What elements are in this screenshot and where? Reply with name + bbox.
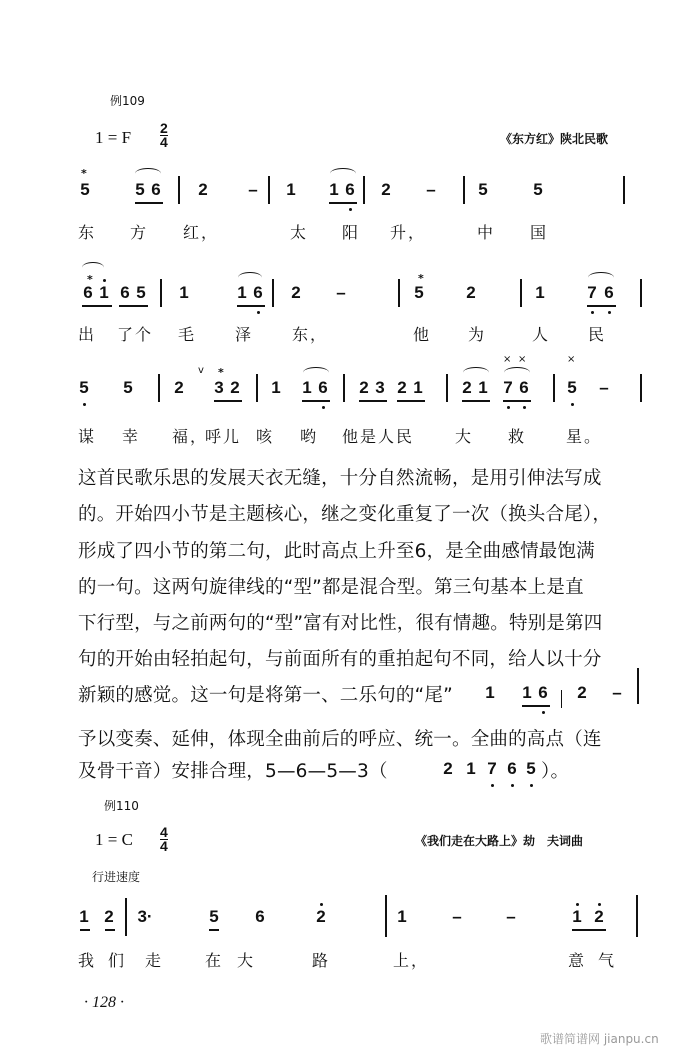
note: 1 xyxy=(99,283,109,302)
time-signature xyxy=(160,826,168,853)
note: 2 xyxy=(174,378,184,397)
low-octave-dot xyxy=(542,711,545,714)
underline xyxy=(237,305,265,307)
lyric: 阳 xyxy=(342,223,361,242)
paragraph-line: ）。 xyxy=(541,761,570,782)
barline xyxy=(178,176,180,204)
note: 5 xyxy=(526,759,536,778)
underline xyxy=(329,202,357,204)
note: 2 xyxy=(359,378,369,397)
low-octave-dot xyxy=(530,784,533,787)
low-octave-dot xyxy=(591,311,594,314)
note: 5 xyxy=(79,378,89,397)
song-title: 《东方红》陕北民歌 xyxy=(500,132,609,146)
note: 2 xyxy=(443,759,453,778)
note: 2 xyxy=(397,378,407,397)
lyric: 星。 xyxy=(566,427,603,446)
note: 1 xyxy=(329,180,339,199)
note: 7 xyxy=(503,378,513,397)
note: 6 xyxy=(253,283,263,302)
barline xyxy=(363,176,365,204)
key-signature: 1 = C xyxy=(95,830,133,849)
lyric: 方 xyxy=(130,223,149,242)
low-octave-dot xyxy=(349,208,352,211)
underline xyxy=(105,929,115,931)
low-octave-dot xyxy=(608,311,611,314)
barline xyxy=(446,374,448,402)
key-signature: 1 = F xyxy=(95,128,132,147)
low-octave-dot xyxy=(507,406,510,409)
note: 5 xyxy=(478,180,488,199)
lyric: 出 xyxy=(78,325,97,344)
note: 6 xyxy=(604,283,614,302)
low-octave-dot xyxy=(523,406,526,409)
note: 5 xyxy=(414,283,424,302)
paragraph-line: 形成了四小节的第二句，此时高点上升至6，是全曲感情最饱满 xyxy=(78,541,595,562)
slur xyxy=(82,262,104,273)
note: 6 xyxy=(538,683,548,702)
paragraph-line: 予以变奏、延伸，体现全曲前后的呼应、统一。全曲的高点（连 xyxy=(78,729,602,750)
note: 2 xyxy=(291,283,301,302)
note: 5 xyxy=(533,180,543,199)
underline xyxy=(119,305,148,307)
underline xyxy=(302,400,330,402)
paragraph-line: 及骨干音）安排合理，5—6—5—3（ xyxy=(78,761,388,782)
paragraph-line: 新颖的感觉。这一句是将第一、二乐句的“尾” xyxy=(78,685,453,706)
breath-mark: v xyxy=(198,365,204,376)
barline xyxy=(553,374,555,402)
underline xyxy=(214,400,242,402)
tempo-marking: 行进速度 xyxy=(92,870,141,884)
note: 6 xyxy=(507,759,517,778)
barline xyxy=(125,898,127,936)
low-octave-dot xyxy=(571,403,574,406)
paragraph-line: 这首民歌乐思的发展天衣无缝，十分自然流畅，是用引伸法写成 xyxy=(78,468,602,489)
note: 2 xyxy=(462,378,472,397)
note: 3 xyxy=(214,378,224,397)
ts-den: 4 xyxy=(160,134,168,150)
low-octave-dot xyxy=(511,784,514,787)
lyric: 呼儿 xyxy=(205,427,242,446)
note: 1 xyxy=(413,378,423,397)
note: 1 xyxy=(79,907,89,926)
lyric: 幸 xyxy=(122,427,141,446)
example-label: 例109 xyxy=(110,94,145,108)
lyric: 们 xyxy=(108,951,127,970)
high-octave-dot xyxy=(598,903,601,906)
note: 6 xyxy=(318,378,328,397)
note: – xyxy=(248,180,258,199)
example-label: 例110 xyxy=(104,799,139,813)
barline xyxy=(640,279,642,307)
note: 5 xyxy=(209,907,219,926)
underline xyxy=(135,202,163,204)
high-octave-dot xyxy=(103,279,106,282)
note: 6 xyxy=(255,907,265,926)
barline xyxy=(561,690,562,708)
underline xyxy=(209,929,219,931)
note: 1 xyxy=(397,907,407,926)
page-number: · 128 · xyxy=(84,994,124,1011)
note: 1 xyxy=(302,378,312,397)
lyric: 民 xyxy=(588,325,607,344)
note: 1 xyxy=(522,683,532,702)
slur xyxy=(330,168,356,179)
lyric: 东， xyxy=(292,325,329,344)
note: 1 xyxy=(478,378,488,397)
lyric: 为 xyxy=(468,325,487,344)
lyric: 我 xyxy=(78,951,97,970)
lyric: 人 xyxy=(532,325,551,344)
paragraph-line: 的一句。这两句旋律线的“型”都是混合型。第三句基本上是直 xyxy=(78,577,584,598)
underline xyxy=(397,400,425,402)
lyric: 路 xyxy=(312,951,331,970)
underline xyxy=(462,400,490,402)
underline xyxy=(503,400,531,402)
barline xyxy=(158,374,160,402)
lyric: 福， xyxy=(172,427,209,446)
barline xyxy=(256,374,258,402)
note: 7 xyxy=(587,283,597,302)
note: – xyxy=(599,378,609,397)
note: – xyxy=(452,907,462,926)
cross-mark: × xyxy=(503,354,512,365)
note: 1 xyxy=(485,683,495,702)
note: – xyxy=(612,683,622,702)
lyric: 气 xyxy=(598,951,617,970)
lyric: 大 xyxy=(455,427,474,446)
barline xyxy=(160,279,162,307)
note: 2 xyxy=(466,283,476,302)
ts-num: 4 xyxy=(160,824,168,840)
lyric: 哟 xyxy=(300,427,319,446)
slur xyxy=(303,367,329,378)
slur xyxy=(463,367,489,378)
note: 6 xyxy=(345,180,355,199)
note: – xyxy=(336,283,346,302)
barline xyxy=(463,176,465,204)
cross-mark: × xyxy=(567,354,576,365)
lyric: 咳 xyxy=(256,427,275,446)
lyric: 中 xyxy=(477,223,496,242)
lyric: 谋 xyxy=(78,427,97,446)
underline xyxy=(82,305,112,307)
lyric: 走 xyxy=(145,951,164,970)
barline xyxy=(268,176,270,204)
barline xyxy=(385,895,387,937)
underline xyxy=(572,929,606,931)
slur xyxy=(504,367,530,378)
lyric: 国 xyxy=(530,223,549,242)
underline xyxy=(359,400,387,402)
note: 3· xyxy=(137,907,153,926)
note: 5 xyxy=(136,283,146,302)
barline xyxy=(272,279,274,307)
lyric: 了个 xyxy=(117,325,154,344)
underline xyxy=(80,929,90,931)
note: 1 xyxy=(286,180,296,199)
slur xyxy=(238,272,262,283)
note: 6 xyxy=(151,180,161,199)
note: 7 xyxy=(487,759,497,778)
cross-mark: × xyxy=(518,354,527,365)
song-title: 《我们走在大路上》劫 夫词曲 xyxy=(415,834,584,848)
note: 1 xyxy=(179,283,189,302)
note: 1 xyxy=(572,907,582,926)
lyric: 太 xyxy=(290,223,309,242)
paragraph-line: 下行型，与之前两句的“型”富有对比性，很有情趣。特别是第四 xyxy=(78,613,603,634)
note: 1 xyxy=(535,283,545,302)
note: 2 xyxy=(381,180,391,199)
lyric: 在 xyxy=(205,951,224,970)
lyric: 毛 xyxy=(178,325,197,344)
ts-den: 4 xyxy=(160,838,168,854)
sharp-mark-icon: * xyxy=(81,167,87,180)
lyric: 他是人民 xyxy=(342,427,415,446)
lyric: 泽 xyxy=(235,325,254,344)
note: 5 xyxy=(567,378,577,397)
lyric: 意 xyxy=(568,951,587,970)
note: 6 xyxy=(519,378,529,397)
note: – xyxy=(506,907,516,926)
sharp-mark-icon: * xyxy=(418,272,424,285)
note: 1 xyxy=(237,283,247,302)
time-signature xyxy=(160,122,168,149)
note: 6 xyxy=(83,283,93,302)
lyric: 大 xyxy=(237,951,256,970)
lyric: 上， xyxy=(393,951,430,970)
note: 2 xyxy=(230,378,240,397)
watermark: 歌谱简谱网 jianpu.cn xyxy=(540,1032,659,1046)
ts-num: 2 xyxy=(160,120,168,136)
underline xyxy=(587,305,616,307)
paragraph-line: 的。开始四小节是主题核心，继之变化重复了一次（换头合尾）， xyxy=(78,504,612,525)
barline xyxy=(637,668,639,704)
high-octave-dot xyxy=(576,903,579,906)
note: 2 xyxy=(198,180,208,199)
barline xyxy=(636,895,638,937)
high-octave-dot xyxy=(320,903,323,906)
barline xyxy=(623,176,625,204)
paragraph-line: 句的开始由轻拍起句，与前面所有的重拍起句不同，给人以十分 xyxy=(78,649,602,670)
low-octave-dot xyxy=(322,406,325,409)
note: 2 xyxy=(316,907,326,926)
note: 5 xyxy=(123,378,133,397)
underline xyxy=(522,705,550,707)
lyric: 救 xyxy=(508,427,527,446)
lyric: 东 xyxy=(78,223,97,242)
note: 1 xyxy=(271,378,281,397)
barline xyxy=(520,279,522,307)
note: – xyxy=(426,180,436,199)
lyric: 他 xyxy=(413,325,432,344)
barline xyxy=(343,374,345,402)
note: 2 xyxy=(577,683,587,702)
slur xyxy=(135,168,161,179)
lyric: 升， xyxy=(390,223,427,242)
note: 2 xyxy=(594,907,604,926)
low-octave-dot xyxy=(83,403,86,406)
note: 6 xyxy=(120,283,130,302)
note: 5 xyxy=(80,180,90,199)
sharp-mark-icon: * xyxy=(87,273,93,286)
note: 2 xyxy=(104,907,114,926)
slur xyxy=(588,272,614,283)
barline xyxy=(398,279,400,307)
sharp-mark-icon: * xyxy=(218,366,224,379)
low-octave-dot xyxy=(257,311,260,314)
barline xyxy=(640,374,642,402)
low-octave-dot xyxy=(491,784,494,787)
lyric: 红， xyxy=(183,223,220,242)
note: 5 xyxy=(135,180,145,199)
note: 3 xyxy=(375,378,385,397)
note: 1 xyxy=(466,759,476,778)
